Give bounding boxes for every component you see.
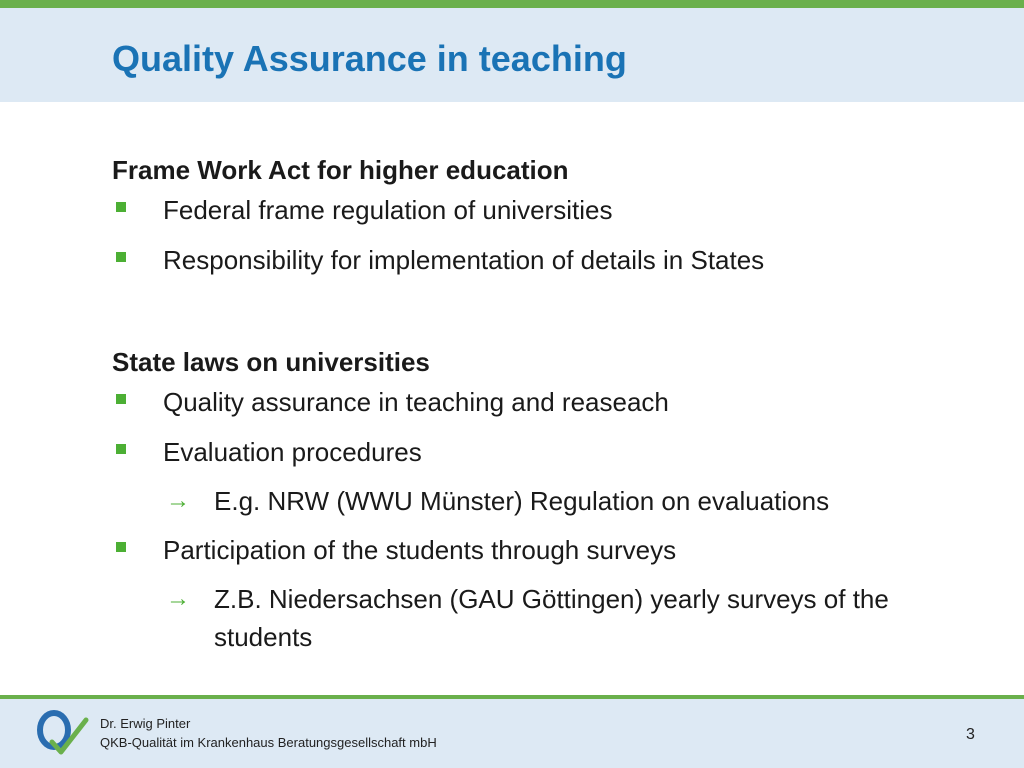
slide-content [112,150,992,672]
sub-bullet-text: Z.B. Niedersachsen (GAU Göttingen) yearly surveys of the students [214,584,889,652]
section-heading-framework: Frame Work Act for higher education [112,155,569,185]
arrow-right-icon: → [166,487,190,514]
bullet-text: Federal frame regulation of universities [163,195,613,225]
bullet-text: Responsibility for implementation of details in States [163,245,765,275]
page-number: 3 [966,726,975,743]
square-bullet-icon [116,394,126,404]
square-bullet-icon [116,542,126,552]
arrow-right-icon: → [166,585,190,612]
slide-footer [0,699,1024,768]
bullet-item [112,530,992,580]
sub-bullet-item [112,580,992,672]
sub-bullet-text: E.g. NRW (WWU Münster) Regulation on evaluations [214,486,830,516]
footer-author: Dr. Erwig Pinter [100,716,191,731]
bullet-text: Participation of the students through surveys [163,535,677,565]
square-bullet-icon [116,202,126,212]
square-bullet-icon [116,252,126,262]
bullet-item [112,190,992,240]
section-heading-state-laws: State laws on universities [112,347,430,377]
bullet-text: Quality assurance in teaching and reaseach [163,387,669,417]
bullet-item [112,432,992,482]
top-accent-bar [0,0,1024,8]
section-spacer [112,290,992,342]
bullet-text: Evaluation procedures [163,437,422,467]
sub-bullet-item [112,482,992,530]
bullet-item [112,240,992,290]
square-bullet-icon [116,444,126,454]
slide-title: Quality Assurance in teaching [112,38,627,79]
slide-header [0,8,1024,102]
bullet-item [112,382,992,432]
qkb-logo-icon [34,708,90,756]
footer-organization: QKB-Qualität im Krankenhaus Beratungsgesellschaft mbH [100,735,437,750]
